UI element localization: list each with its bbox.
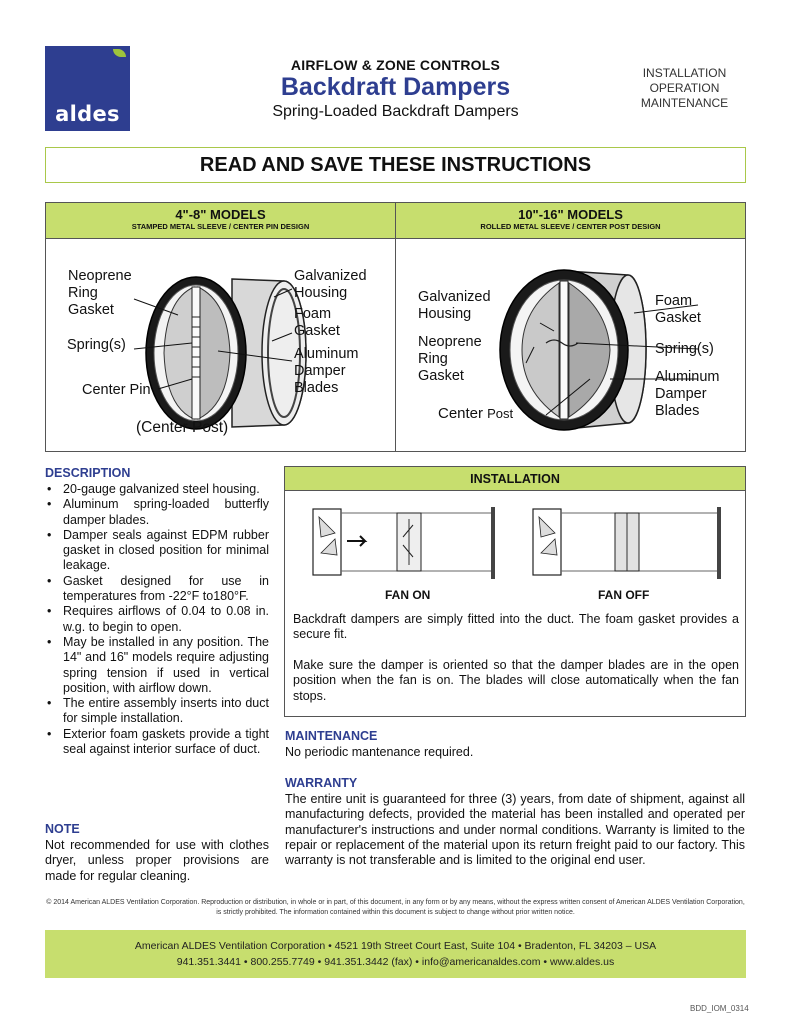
galvanized-housing-label: Galvanized Housing — [418, 289, 491, 322]
large-models-subtitle: ROLLED METAL SLEEVE / CENTER POST DESIGN — [480, 222, 661, 231]
note-text: Not recommended for use with clothes dryer, unless proper provisions are made for regular cleaning. — [45, 838, 269, 883]
description-list — [45, 482, 269, 757]
large-models-title: 10"-16" MODELS — [518, 207, 623, 222]
footer-address: American ALDES Ventilation Corporation • 4521 19th Street Court East, Suite 104 • Bradenton, FL 34203 – USA — [134, 940, 657, 952]
footer-contacts: 941.351.3441 • 800.255.7749 • 941.351.3442 (fax) • info@americanaldes.com • www.aldes.us — [176, 956, 615, 968]
fan-on-label: FAN ON — [385, 588, 431, 602]
banner-text: READ AND SAVE THESE INSTRUCTIONS — [199, 153, 592, 176]
installation-paragraph: Make sure the damper is oriented so that the damper blades are in the open position when the fan is on. The blades will close automatically when the fan stops. — [293, 658, 739, 703]
read-save-banner — [45, 147, 746, 183]
copyright-notice: © 2014 American ALDES Ventilation Corporation. Reproduction or distribution, in whole or in part, of this document, in any form or by any means, without the express written consent of American ALDES Ventilation Corporation, is strictly prohibited. The information contained within this document is subject to change without prior written notice. — [46, 899, 745, 916]
fan-off-label: FAN OFF — [598, 588, 650, 602]
foam-gasket-label: Foam Gasket — [655, 293, 701, 326]
installation-box — [284, 466, 746, 717]
springs-label: Spring(s) — [655, 341, 714, 357]
galvanized-housing-label: Galvanized Housing — [294, 268, 367, 301]
maintenance-text: No periodic mantenance required. — [285, 745, 474, 759]
neoprene-gasket-label: Neoprene Ring Gasket — [418, 334, 482, 384]
installation-paragraph: Backdraft dampers are simply fitted into the duct. The foam gasket provides a secure fit. — [293, 612, 739, 642]
center-post-label: Center Post — [438, 405, 514, 422]
list-item: • Requires airflows of 0.04 to 0.08 in. w.g. to begin to open. — [45, 604, 269, 635]
list-item: • 20-gauge galvanized steel housing. — [45, 482, 269, 497]
maintenance-heading: MAINTENANCE — [285, 729, 378, 743]
document-code: BDD_IOM_0314 — [690, 1004, 749, 1013]
fan-on-illustration — [313, 507, 495, 579]
list-item: • Aluminum spring-loaded butterfly damper blades. — [45, 497, 269, 528]
models-panel — [45, 202, 746, 452]
neoprene-gasket-label: Neoprene Ring Gasket — [68, 268, 132, 318]
aluminum-blades-label: Aluminum Damper Blades — [294, 346, 359, 396]
doc-type-line: OPERATION — [649, 81, 720, 95]
header-category: AIRFLOW & ZONE CONTROLS — [290, 57, 501, 73]
list-item: • Damper seals against EDPM rubber gasket in closed position for minimal leakage. — [45, 528, 269, 574]
center-pin-label: Center Pin — [82, 382, 151, 398]
page-subtitle: Spring-Loaded Backdraft Dampers — [272, 103, 519, 120]
list-item: • Exterior foam gaskets provide a tight seal against interior surface of duct. — [45, 727, 269, 758]
document-type — [612, 66, 757, 111]
leaf-icon — [113, 49, 126, 57]
large-damper-diagram — [396, 239, 745, 451]
list-item: • Gasket designed for use in temperatures from -22°F to180°F. — [45, 574, 269, 605]
doc-type-line: MAINTENANCE — [640, 96, 729, 110]
list-item: • The entire assembly inserts into duct for simple installation. — [45, 696, 269, 727]
aluminum-blades-label: Aluminum Damper Blades — [655, 369, 720, 419]
logo-text: aldes — [55, 102, 120, 126]
center-post-label: (Center Post) — [136, 419, 229, 436]
small-damper-diagram — [46, 239, 395, 451]
footer-contact-bar — [45, 930, 746, 978]
fan-diagram — [285, 497, 745, 607]
page-title: Backdraft Dampers — [280, 73, 511, 101]
doc-type-line: INSTALLATION — [642, 66, 727, 80]
list-item: • May be installed in any position. The 14" and 16" models require adjusting spring tension if used in vertical position, with airflow down. — [45, 635, 269, 696]
description-heading: DESCRIPTION — [45, 466, 131, 480]
note-heading: NOTE — [45, 822, 80, 836]
warranty-text: The entire unit is guaranteed for three (3) years, from date of shipment, against all manufacturing defects, provided the material has been installed and operated per manufacturer's instructions and under normal conditions. Warranty is limited to the repair or replacement of the material upon its return freight paid to our factory. This warranty is not transferable and is limited to the original end user. — [285, 792, 745, 868]
warranty-heading: WARRANTY — [285, 776, 358, 790]
small-models-heading — [46, 208, 395, 232]
small-models-title: 4"-8" MODELS — [175, 207, 266, 222]
small-models-subtitle: STAMPED METAL SLEEVE / CENTER PIN DESIGN — [131, 222, 310, 231]
springs-label: Spring(s) — [67, 337, 126, 353]
foam-gasket-label: Foam Gasket — [294, 306, 340, 339]
large-models-heading — [396, 208, 745, 232]
installation-heading: INSTALLATION — [285, 467, 745, 491]
fan-off-illustration — [533, 507, 721, 579]
